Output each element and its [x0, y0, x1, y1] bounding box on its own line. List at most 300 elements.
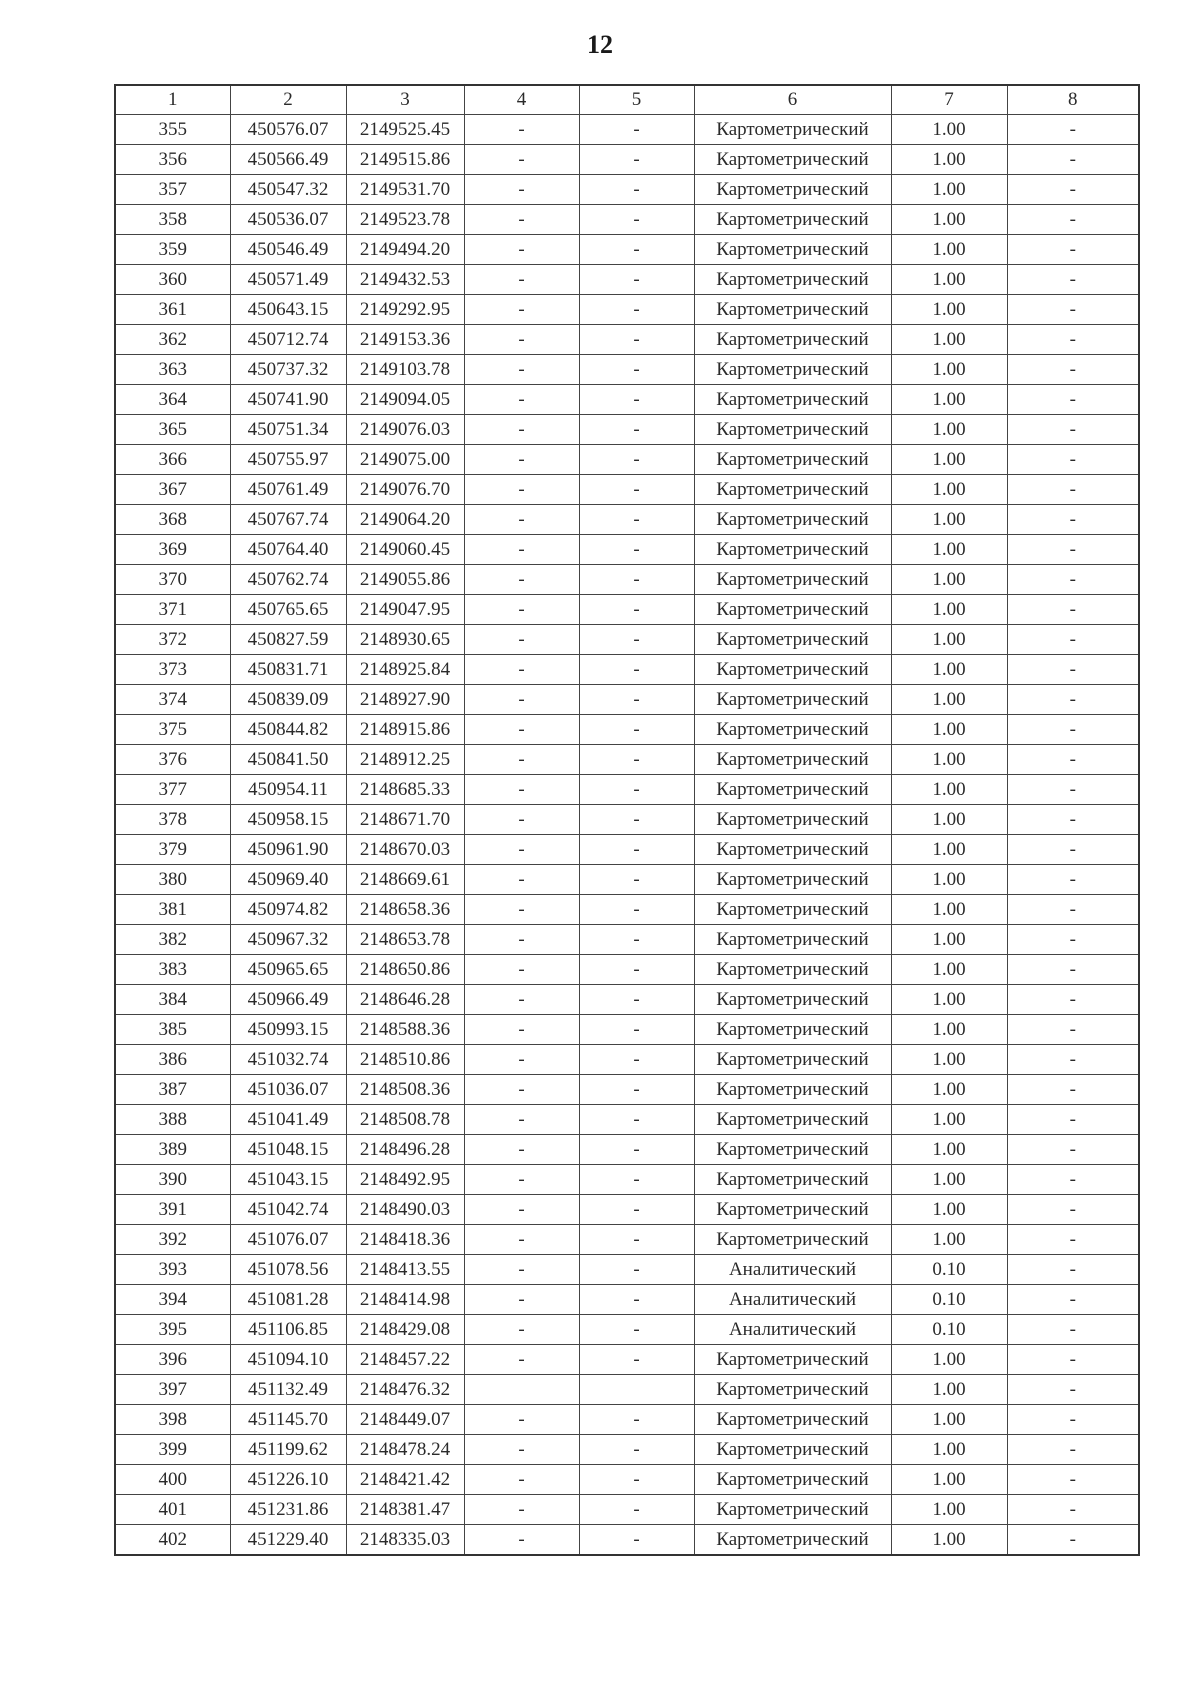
table-row [115, 1045, 1139, 1075]
table-cell: 451229.40 [230, 1525, 346, 1556]
table-cell: 0.10 [891, 1255, 1007, 1285]
table-cell: 450764.40 [230, 535, 346, 565]
table-cell: 2149292.95 [346, 295, 464, 325]
table-cell: 1.00 [891, 925, 1007, 955]
table-cell: Картометрический [694, 535, 891, 565]
table-cell: - [464, 1105, 579, 1135]
table-cell: 2149076.03 [346, 415, 464, 445]
table-cell: 2148669.61 [346, 865, 464, 895]
table-cell: 2148912.25 [346, 745, 464, 775]
table-cell: 372 [115, 625, 230, 655]
table-cell: 2148588.36 [346, 1015, 464, 1045]
column-header: 5 [579, 85, 694, 115]
table-cell: - [1007, 355, 1139, 385]
table-cell: 1.00 [891, 1225, 1007, 1255]
table-row [115, 175, 1139, 205]
table-cell: Картометрический [694, 385, 891, 415]
table-cell: 450571.49 [230, 265, 346, 295]
table-cell: Картометрический [694, 475, 891, 505]
table-cell: 451076.07 [230, 1225, 346, 1255]
table-cell: 401 [115, 1495, 230, 1525]
table-cell: - [1007, 565, 1139, 595]
table-cell: 2148650.86 [346, 955, 464, 985]
table-cell: - [579, 325, 694, 355]
table-cell: Картометрический [694, 415, 891, 445]
table-cell: - [464, 445, 579, 475]
table-row [115, 835, 1139, 865]
table-cell: 2148646.28 [346, 985, 464, 1015]
table-cell: - [579, 265, 694, 295]
table-cell: Картометрический [694, 145, 891, 175]
table-cell: - [579, 1045, 694, 1075]
table-cell: 1.00 [891, 835, 1007, 865]
table-cell: Картометрический [694, 565, 891, 595]
table-cell: - [464, 895, 579, 925]
table-cell: 0.10 [891, 1315, 1007, 1345]
table-row [115, 895, 1139, 925]
table-cell: - [579, 775, 694, 805]
table-cell: - [579, 1225, 694, 1255]
table-cell: 368 [115, 505, 230, 535]
table-cell: 392 [115, 1225, 230, 1255]
table-cell: 2148496.28 [346, 1135, 464, 1165]
table-cell: 450767.74 [230, 505, 346, 535]
table-cell: - [464, 595, 579, 625]
table-cell: 2148490.03 [346, 1195, 464, 1225]
table-cell: - [464, 1405, 579, 1435]
table-cell: 361 [115, 295, 230, 325]
table-cell: - [464, 1525, 579, 1556]
table-cell: 359 [115, 235, 230, 265]
table-cell: 451132.49 [230, 1375, 346, 1405]
table-row [115, 295, 1139, 325]
table-cell: 400 [115, 1465, 230, 1495]
table-cell: 1.00 [891, 895, 1007, 925]
table-cell: - [464, 1045, 579, 1075]
table-cell: 1.00 [891, 865, 1007, 895]
table-cell: 1.00 [891, 1165, 1007, 1195]
table-cell: - [464, 295, 579, 325]
table-cell: - [1007, 505, 1139, 535]
table-row [115, 955, 1139, 985]
table-cell: - [579, 355, 694, 385]
table-row [115, 145, 1139, 175]
table-cell: 1.00 [891, 205, 1007, 235]
table-cell: - [464, 715, 579, 745]
table-cell: 2148930.65 [346, 625, 464, 655]
table-cell: 450831.71 [230, 655, 346, 685]
table-cell: 450841.50 [230, 745, 346, 775]
table-row [115, 655, 1139, 685]
table-cell: 364 [115, 385, 230, 415]
table-cell: 1.00 [891, 445, 1007, 475]
table-cell: 366 [115, 445, 230, 475]
table-cell: - [464, 1225, 579, 1255]
table-cell: 1.00 [891, 745, 1007, 775]
table-row [115, 1225, 1139, 1255]
table-cell: Картометрический [694, 1075, 891, 1105]
table-cell: - [464, 475, 579, 505]
table-cell: 396 [115, 1345, 230, 1375]
table-cell: 2148421.42 [346, 1465, 464, 1495]
table-cell: Картометрический [694, 925, 891, 955]
table-cell: 1.00 [891, 355, 1007, 385]
table-cell: 2148670.03 [346, 835, 464, 865]
table-cell: - [464, 1195, 579, 1225]
table-cell: - [579, 595, 694, 625]
table-cell: Картометрический [694, 505, 891, 535]
table-row [115, 775, 1139, 805]
table-cell: 390 [115, 1165, 230, 1195]
table-cell: - [579, 1435, 694, 1465]
table-cell: - [464, 325, 579, 355]
column-header: 1 [115, 85, 230, 115]
table-cell: 1.00 [891, 385, 1007, 415]
table-cell: 2149103.78 [346, 355, 464, 385]
table-cell: 451041.49 [230, 1105, 346, 1135]
table-cell: 450536.07 [230, 205, 346, 235]
table-cell: 2149076.70 [346, 475, 464, 505]
table-cell: Картометрический [694, 1105, 891, 1135]
table-cell: 360 [115, 265, 230, 295]
table-cell: Картометрический [694, 865, 891, 895]
table-cell: 2148413.55 [346, 1255, 464, 1285]
table-cell: 450966.49 [230, 985, 346, 1015]
table-cell: 2148925.84 [346, 655, 464, 685]
table-cell: 381 [115, 895, 230, 925]
table-cell: - [1007, 115, 1139, 145]
table-cell: 450958.15 [230, 805, 346, 835]
table-cell: 402 [115, 1525, 230, 1556]
table-cell: - [464, 1435, 579, 1465]
table-cell: 450751.34 [230, 415, 346, 445]
table-cell: 451032.74 [230, 1045, 346, 1075]
table-cell: - [579, 1345, 694, 1375]
table-cell: 450576.07 [230, 115, 346, 145]
table-cell: - [579, 1015, 694, 1045]
table-cell: 378 [115, 805, 230, 835]
table-cell: Картометрический [694, 715, 891, 745]
table-cell: 386 [115, 1045, 230, 1075]
table-row [115, 1405, 1139, 1435]
table-cell: - [1007, 805, 1139, 835]
table-cell: - [464, 565, 579, 595]
table-cell: Картометрический [694, 1495, 891, 1525]
column-header: 3 [346, 85, 464, 115]
table-cell: - [464, 925, 579, 955]
table-cell: 1.00 [891, 985, 1007, 1015]
table-cell: 367 [115, 475, 230, 505]
coordinates-table [114, 84, 1140, 1556]
table-cell: Картометрический [694, 235, 891, 265]
table-cell: - [1007, 1465, 1139, 1495]
table-cell: 1.00 [891, 1105, 1007, 1135]
table-cell: - [579, 295, 694, 325]
table-cell: - [1007, 1525, 1139, 1556]
table-row [115, 1375, 1139, 1405]
table-cell: Картометрический [694, 1525, 891, 1556]
table-cell: - [464, 865, 579, 895]
table-cell: - [1007, 1015, 1139, 1045]
table-cell: - [464, 1315, 579, 1345]
table-cell: 1.00 [891, 415, 1007, 445]
table-cell: 2148685.33 [346, 775, 464, 805]
table-cell: - [1007, 475, 1139, 505]
table-row [115, 745, 1139, 775]
table-cell: - [579, 565, 694, 595]
table-cell: - [464, 355, 579, 385]
table-cell: 1.00 [891, 145, 1007, 175]
table-cell: Картометрический [694, 1015, 891, 1045]
table-cell: Картометрический [694, 1405, 891, 1435]
table-cell: - [579, 445, 694, 475]
table-cell: 2149531.70 [346, 175, 464, 205]
coordinates-table-container [114, 84, 1140, 1556]
table-cell: 387 [115, 1075, 230, 1105]
table-cell: 355 [115, 115, 230, 145]
table-cell: - [1007, 1375, 1139, 1405]
table-cell: 376 [115, 745, 230, 775]
table-cell: 394 [115, 1285, 230, 1315]
table-cell: 2148671.70 [346, 805, 464, 835]
table-cell: 1.00 [891, 505, 1007, 535]
table-cell: 1.00 [891, 1375, 1007, 1405]
table-cell: 2148915.86 [346, 715, 464, 745]
table-cell: 2148429.08 [346, 1315, 464, 1345]
table-cell: 2149515.86 [346, 145, 464, 175]
table-cell: - [1007, 175, 1139, 205]
table-cell: - [464, 505, 579, 535]
table-cell: 2148492.95 [346, 1165, 464, 1195]
table-cell: - [1007, 655, 1139, 685]
table-cell: Картометрический [694, 265, 891, 295]
table-cell: 1.00 [891, 535, 1007, 565]
table-cell: - [579, 625, 694, 655]
table-cell: - [579, 805, 694, 835]
table-cell: 1.00 [891, 565, 1007, 595]
table-cell: - [1007, 955, 1139, 985]
table-cell: 450761.49 [230, 475, 346, 505]
table-cell: 1.00 [891, 235, 1007, 265]
table-cell: - [464, 1285, 579, 1315]
table-cell: - [1007, 415, 1139, 445]
table-cell: - [1007, 1315, 1139, 1345]
table-cell: Аналитический [694, 1285, 891, 1315]
table-cell: - [1007, 385, 1139, 415]
table-row [115, 1495, 1139, 1525]
table-cell: - [579, 235, 694, 265]
table-cell: - [579, 1075, 694, 1105]
table-row [115, 985, 1139, 1015]
table-cell: Картометрический [694, 1045, 891, 1075]
column-header: 2 [230, 85, 346, 115]
table-cell: 362 [115, 325, 230, 355]
table-cell: 357 [115, 175, 230, 205]
table-cell: - [1007, 1105, 1139, 1135]
table-cell: - [579, 205, 694, 235]
table-cell: 450967.32 [230, 925, 346, 955]
table-cell: 2149432.53 [346, 265, 464, 295]
table-cell: 450755.97 [230, 445, 346, 475]
table-cell: - [464, 1345, 579, 1375]
table-cell: - [464, 685, 579, 715]
table-cell: 1.00 [891, 115, 1007, 145]
table-cell: Картометрический [694, 115, 891, 145]
table-cell: - [464, 205, 579, 235]
table-cell: - [464, 1015, 579, 1045]
table-cell: Картометрический [694, 985, 891, 1015]
table-cell: 2149075.00 [346, 445, 464, 475]
table-cell: 1.00 [891, 1495, 1007, 1525]
table-cell: Картометрический [694, 1345, 891, 1375]
table-cell: 451081.28 [230, 1285, 346, 1315]
table-cell: - [579, 925, 694, 955]
table-row [115, 505, 1139, 535]
table-cell: 450961.90 [230, 835, 346, 865]
column-header: 6 [694, 85, 891, 115]
table-cell: 383 [115, 955, 230, 985]
table-cell: - [1007, 1495, 1139, 1525]
table-cell: 450566.49 [230, 145, 346, 175]
table-cell: 371 [115, 595, 230, 625]
table-cell: Картометрический [694, 295, 891, 325]
table-cell: 363 [115, 355, 230, 385]
table-cell: Картометрический [694, 1225, 891, 1255]
table-cell: - [1007, 1345, 1139, 1375]
table-row [115, 1525, 1139, 1556]
table-cell: - [579, 985, 694, 1015]
table-cell: - [1007, 235, 1139, 265]
table-row [115, 805, 1139, 835]
table-row [115, 235, 1139, 265]
table-row [115, 865, 1139, 895]
table-cell: 451048.15 [230, 1135, 346, 1165]
table-cell: Картометрический [694, 1435, 891, 1465]
table-row [115, 565, 1139, 595]
table-cell: 2148381.47 [346, 1495, 464, 1525]
table-row [115, 475, 1139, 505]
table-cell: 369 [115, 535, 230, 565]
table-row [115, 385, 1139, 415]
table-cell: 1.00 [891, 625, 1007, 655]
table-cell: 384 [115, 985, 230, 1015]
table-cell: - [1007, 595, 1139, 625]
table-cell: - [579, 535, 694, 565]
table-cell: 450993.15 [230, 1015, 346, 1045]
table-cell: 1.00 [891, 295, 1007, 325]
table-cell: - [464, 385, 579, 415]
table-cell: - [579, 385, 694, 415]
table-cell: 2149047.95 [346, 595, 464, 625]
table-cell: - [464, 415, 579, 445]
table-row [115, 1165, 1139, 1195]
table-cell: 2148508.78 [346, 1105, 464, 1135]
table-cell: - [1007, 715, 1139, 745]
table-cell: 2149494.20 [346, 235, 464, 265]
table-cell: - [1007, 145, 1139, 175]
table-cell: 450974.82 [230, 895, 346, 925]
table-cell: - [579, 955, 694, 985]
table-cell: - [579, 745, 694, 775]
table-cell: 1.00 [891, 1195, 1007, 1225]
table-cell: 450827.59 [230, 625, 346, 655]
table-cell: - [464, 955, 579, 985]
table-cell: - [464, 625, 579, 655]
table-cell: - [1007, 1285, 1139, 1315]
table-cell: 450965.65 [230, 955, 346, 985]
table-cell: 380 [115, 865, 230, 895]
table-cell: - [464, 235, 579, 265]
table-row [115, 1075, 1139, 1105]
table-cell: - [1007, 1045, 1139, 1075]
table-cell: 377 [115, 775, 230, 805]
table-cell: 2148478.24 [346, 1435, 464, 1465]
table-cell: - [464, 1075, 579, 1105]
table-row [115, 595, 1139, 625]
table-row [115, 1195, 1139, 1225]
table-cell: - [464, 535, 579, 565]
table-cell: 1.00 [891, 1015, 1007, 1045]
table-cell: 2148653.78 [346, 925, 464, 955]
table-cell: 450839.09 [230, 685, 346, 715]
table-header-row [115, 85, 1139, 115]
table-cell: Картометрический [694, 745, 891, 775]
table-cell: Аналитический [694, 1315, 891, 1345]
table-cell: 391 [115, 1195, 230, 1225]
table-cell: - [1007, 1135, 1139, 1165]
table-cell: 1.00 [891, 655, 1007, 685]
table-cell: 1.00 [891, 1405, 1007, 1435]
table-cell: 2148457.22 [346, 1345, 464, 1375]
table-cell: 451231.86 [230, 1495, 346, 1525]
table-cell: - [579, 655, 694, 685]
table-cell: 450765.65 [230, 595, 346, 625]
table-cell: 395 [115, 1315, 230, 1345]
table-cell: 2149064.20 [346, 505, 464, 535]
table-cell: - [1007, 1075, 1139, 1105]
table-cell: 1.00 [891, 685, 1007, 715]
table-cell: 1.00 [891, 805, 1007, 835]
table-cell: Картометрический [694, 625, 891, 655]
table-row [115, 1255, 1139, 1285]
table-cell: Картометрический [694, 685, 891, 715]
table-cell: 1.00 [891, 595, 1007, 625]
table-row [115, 1465, 1139, 1495]
table-cell: Картометрический [694, 1135, 891, 1165]
table-cell: Картометрический [694, 805, 891, 835]
table-body [115, 115, 1139, 1556]
table-row [115, 355, 1139, 385]
table-cell: 451078.56 [230, 1255, 346, 1285]
table-cell: 2148476.32 [346, 1375, 464, 1405]
table-cell: Картометрический [694, 655, 891, 685]
table-cell: 1.00 [891, 1525, 1007, 1556]
table-row [115, 265, 1139, 295]
table-row [115, 715, 1139, 745]
table-cell: - [1007, 265, 1139, 295]
table-row [115, 1315, 1139, 1345]
table-cell: - [464, 175, 579, 205]
table-cell: - [1007, 865, 1139, 895]
table-cell: 450712.74 [230, 325, 346, 355]
table-cell: - [1007, 745, 1139, 775]
table-cell: - [579, 1165, 694, 1195]
table-cell: 450844.82 [230, 715, 346, 745]
table-cell: 2149094.05 [346, 385, 464, 415]
table-cell: - [464, 115, 579, 145]
table-cell: 451226.10 [230, 1465, 346, 1495]
table-cell: - [579, 115, 694, 145]
